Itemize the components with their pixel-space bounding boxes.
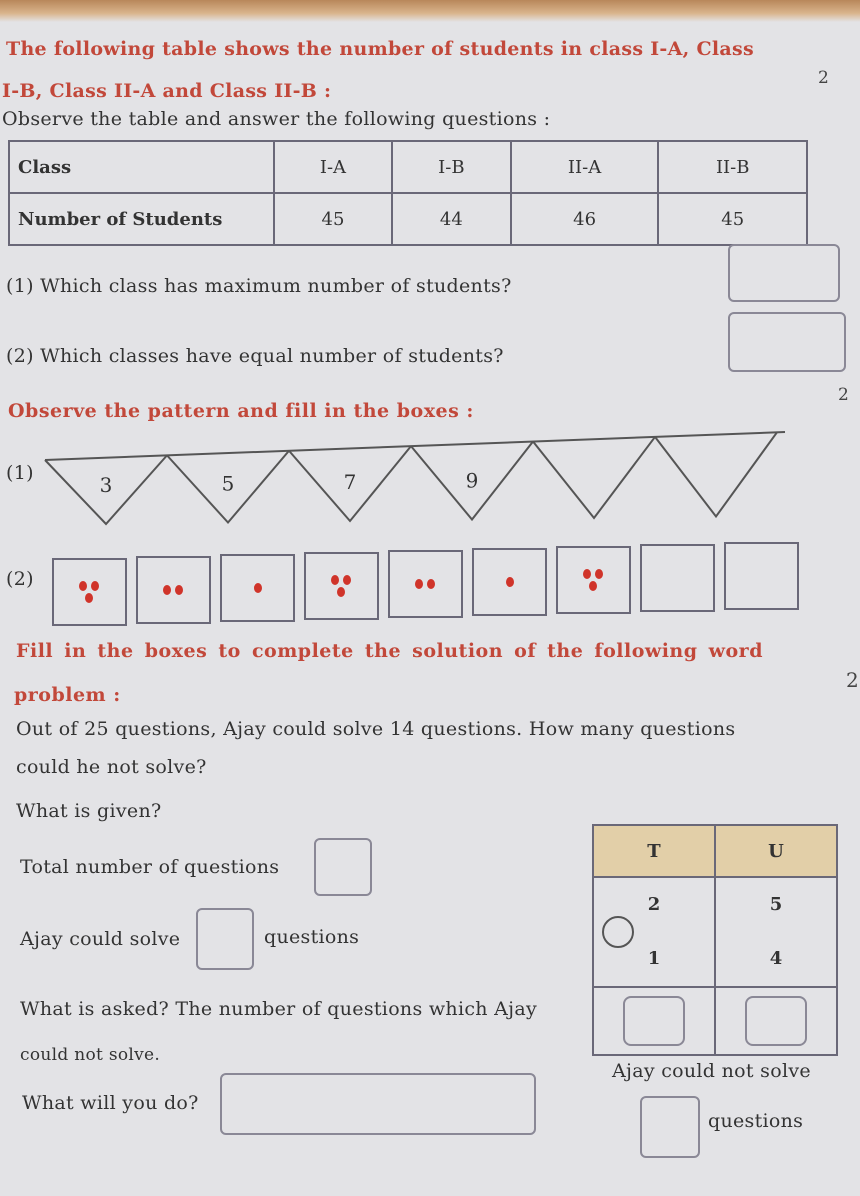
do-label: What will you do? [22,1092,199,1114]
table-cell: II-B [658,141,807,193]
answer-box[interactable] [728,312,846,372]
problem-line2: could he not solve? [16,756,207,778]
triangle-number: 7 [343,470,357,494]
q3-marks: 2 [846,668,859,692]
total-answer-box[interactable] [314,838,372,896]
pattern2-label: (2) [6,568,34,590]
q3-heading-line1: Fill in the boxes to complete the solution of the following word [16,640,763,662]
dot [589,581,597,591]
asked-line2: could not solve. [20,1045,161,1065]
triangle-pattern [40,430,790,530]
q2-heading: Observe the pattern and fill in the boxes : [8,400,474,422]
table-cell: I-A [274,141,392,193]
solve-label: Ajay could solve [20,928,181,950]
dot [175,585,183,595]
units-answer-box[interactable] [745,996,807,1046]
operation-answer-box[interactable] [220,1073,536,1135]
solve-suffix: questions [264,926,360,948]
triangle-number: 9 [465,468,479,493]
tens-answer-box[interactable] [623,996,685,1046]
dot [343,575,351,585]
solved-answer-box[interactable] [196,908,254,970]
tens-header: T [593,825,715,877]
units-digit: 5 [769,894,783,915]
answer-suffix: questions [708,1110,804,1132]
triangle-number: 5 [221,471,235,496]
dot-box [556,546,631,614]
answer-box[interactable] [728,244,840,302]
total-label: Total number of questions [20,856,280,878]
triangle[interactable] [655,432,777,516]
final-answer-box[interactable] [640,1096,700,1158]
table-cell: 45 [274,193,392,245]
units-digit: 4 [769,948,783,969]
given-label: What is given? [16,800,162,822]
operator-circle[interactable] [602,916,634,948]
class-table [8,140,808,246]
dot [85,593,93,603]
question-2: (2) Which classes have equal number of students? [6,345,504,367]
dot [415,579,423,589]
units-header: U [715,825,837,877]
dot [583,569,591,579]
table-cell: Number of Students [9,193,274,245]
q1-marks: 2 [818,68,829,88]
table-cell: I-B [392,141,511,193]
dot-box [52,558,127,626]
page-edge [0,0,860,22]
table-cell: Class [9,141,274,193]
table-cell: 44 [392,193,511,245]
triangle[interactable] [533,437,655,518]
triangle-number: 3 [99,473,113,497]
q3-heading-line2: problem : [14,684,121,706]
tens-digit: 2 [647,894,661,915]
asked-line1: What is asked? The number of questions which Ajay [20,998,538,1020]
table-cell: 46 [511,193,659,245]
question-1: (1) Which class has maximum number of students? [6,275,512,297]
tens-digit: 1 [647,948,661,969]
table-cell: 45 [658,193,807,245]
problem-line1: Out of 25 questions, Ajay could solve 14 questions. How many questions [16,718,736,740]
table-row [9,193,807,245]
q1-intro-line2: I-B, Class II-A and Class II-B : [2,80,332,102]
answer-line: Ajay could not solve [612,1060,811,1082]
q1-instruction: Observe the table and answer the following questions : [2,108,551,130]
dot [506,577,514,587]
dot-box [304,552,379,620]
dot-box [136,556,211,624]
dot [427,579,435,589]
dot [91,581,99,591]
table-cell: II-A [511,141,659,193]
dot [254,583,262,593]
tu-table [592,824,838,1056]
empty-answer-box[interactable] [640,544,715,612]
dot [595,569,603,579]
q1-intro-line1: The following table shows the number of students in class I-A, Class [6,38,755,60]
dot [163,585,171,595]
q2-marks: 2 [838,385,849,405]
table-row [9,141,807,193]
dot [331,575,339,585]
dot-box [472,548,547,616]
dot-box [220,554,295,622]
dot-box [388,550,463,618]
dot [79,581,87,591]
empty-answer-box[interactable] [724,542,799,610]
pattern1-label: (1) [6,462,34,484]
dot [337,587,345,597]
